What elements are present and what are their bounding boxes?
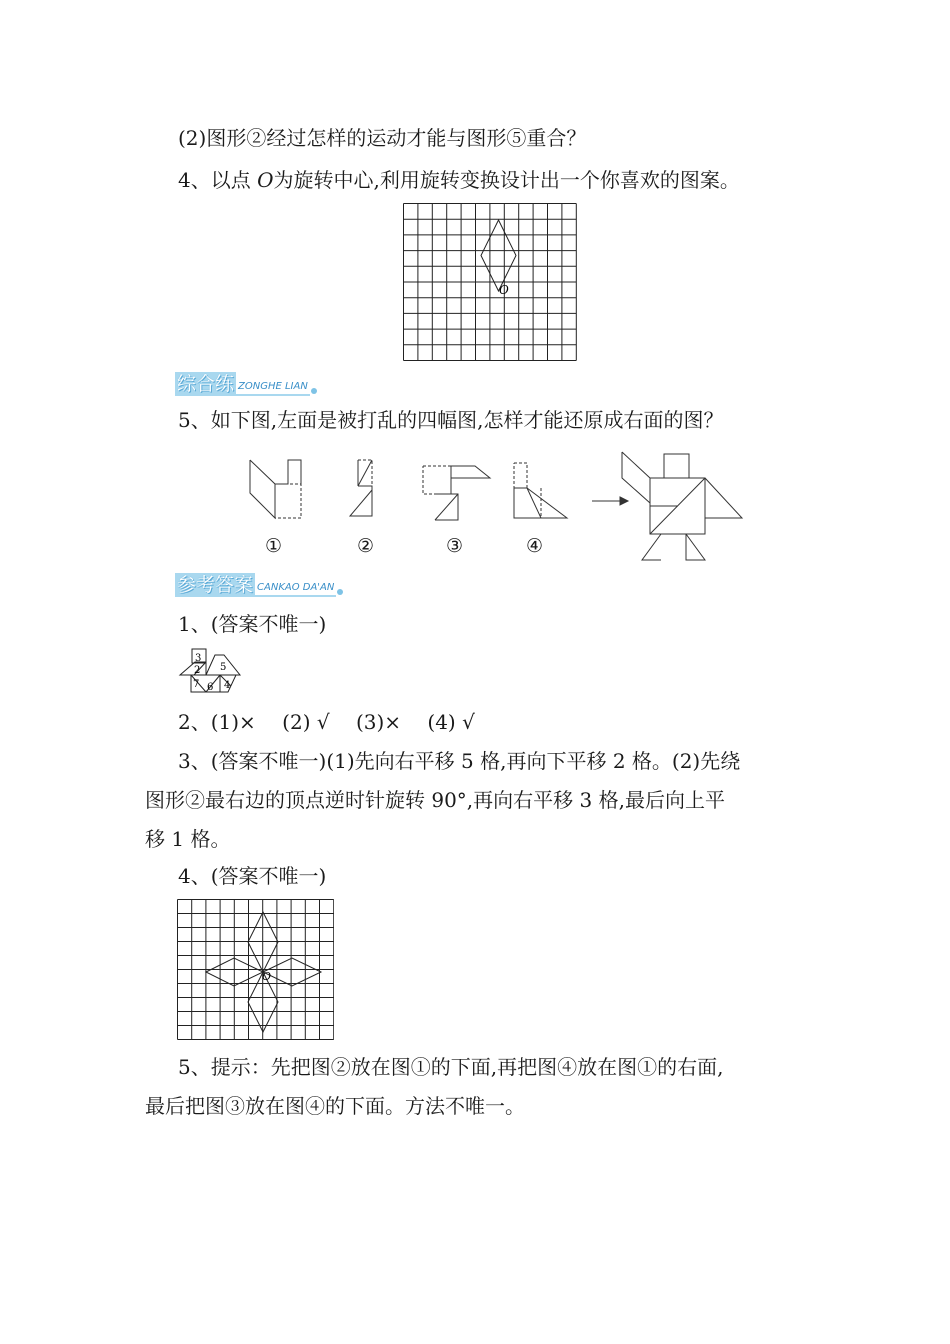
puzzle-piece-2 <box>350 460 372 516</box>
figure-label-4: ④ <box>526 535 544 557</box>
puzzle-piece-3 <box>423 466 490 520</box>
answer-grid-o-label: O <box>262 970 272 983</box>
question-4-prefix: 4、以点 <box>178 168 258 192</box>
answer-rotation-grid <box>176 898 334 1042</box>
puzzle-result <box>622 452 742 560</box>
banner-dot-icon <box>311 388 317 394</box>
figure-label-3: ③ <box>446 535 464 557</box>
rotation-grid-figure <box>402 202 578 363</box>
answer-3-line-3: 移 1 格。 <box>145 827 231 851</box>
figure-label-2: ② <box>357 535 375 557</box>
answer-5-line-2: 最后把图③放在图④的下面。方法不唯一。 <box>145 1094 525 1118</box>
tangram-num-2: 2 <box>194 665 201 676</box>
banner-dot-icon <box>337 589 343 595</box>
puzzle-piece-1 <box>250 460 301 518</box>
practice-banner-subtitle: ZONGHE LIAN <box>236 381 310 396</box>
practice-banner-title: 综合练 <box>177 373 235 395</box>
practice-section-banner <box>175 370 317 396</box>
answer-3-line-2: 图形②最右边的顶点逆时针旋转 90°,再向右平移 3 格,最后向上平 <box>145 788 725 812</box>
question-4-point: O <box>257 168 274 192</box>
puzzle-piece-4 <box>514 463 567 518</box>
puzzle-figures <box>240 448 750 568</box>
question-3-part-2: (2)图形②经过怎样的运动才能与图形⑤重合？ <box>178 126 587 150</box>
figure-label-1: ① <box>265 535 283 557</box>
answer-4: 4、(答案不唯一) <box>178 864 327 888</box>
question-4-suffix: 为旋转中心,利用旋转变换设计出一个你喜欢的图案。 <box>273 168 740 192</box>
question-4 <box>178 161 848 199</box>
tangram-num-3: 3 <box>195 653 202 664</box>
answer-5-line-1: 5、提示：先把图②放在图①的下面,再把图④放在图①的右面, <box>178 1055 724 1079</box>
question-5: 5、如下图,左面是被打乱的四幅图,怎样才能还原成右面的图？ <box>178 408 724 432</box>
answers-section-banner <box>175 571 343 597</box>
tangram-num-5: 5 <box>220 662 227 673</box>
tangram-num-4: 4 <box>224 680 231 691</box>
tangram-num-7: 7 <box>193 679 200 690</box>
answers-banner-title: 参考答案 <box>177 574 254 596</box>
tangram-answer-figure <box>176 645 248 697</box>
grid-point-o-label: O <box>499 283 509 297</box>
tangram-num-6: 6 <box>207 682 214 693</box>
answers-banner-subtitle: CANKAO DA'AN <box>255 582 336 597</box>
answer-3-line-1: 3、(答案不唯一)(1)先向右平移 5 格,再向下平移 2 格。(2)先绕 <box>178 749 741 773</box>
answer-1: 1、(答案不唯一) <box>178 612 327 636</box>
answer-2: 2、(1)× (2) √ (3)× (4) √ <box>178 710 475 734</box>
